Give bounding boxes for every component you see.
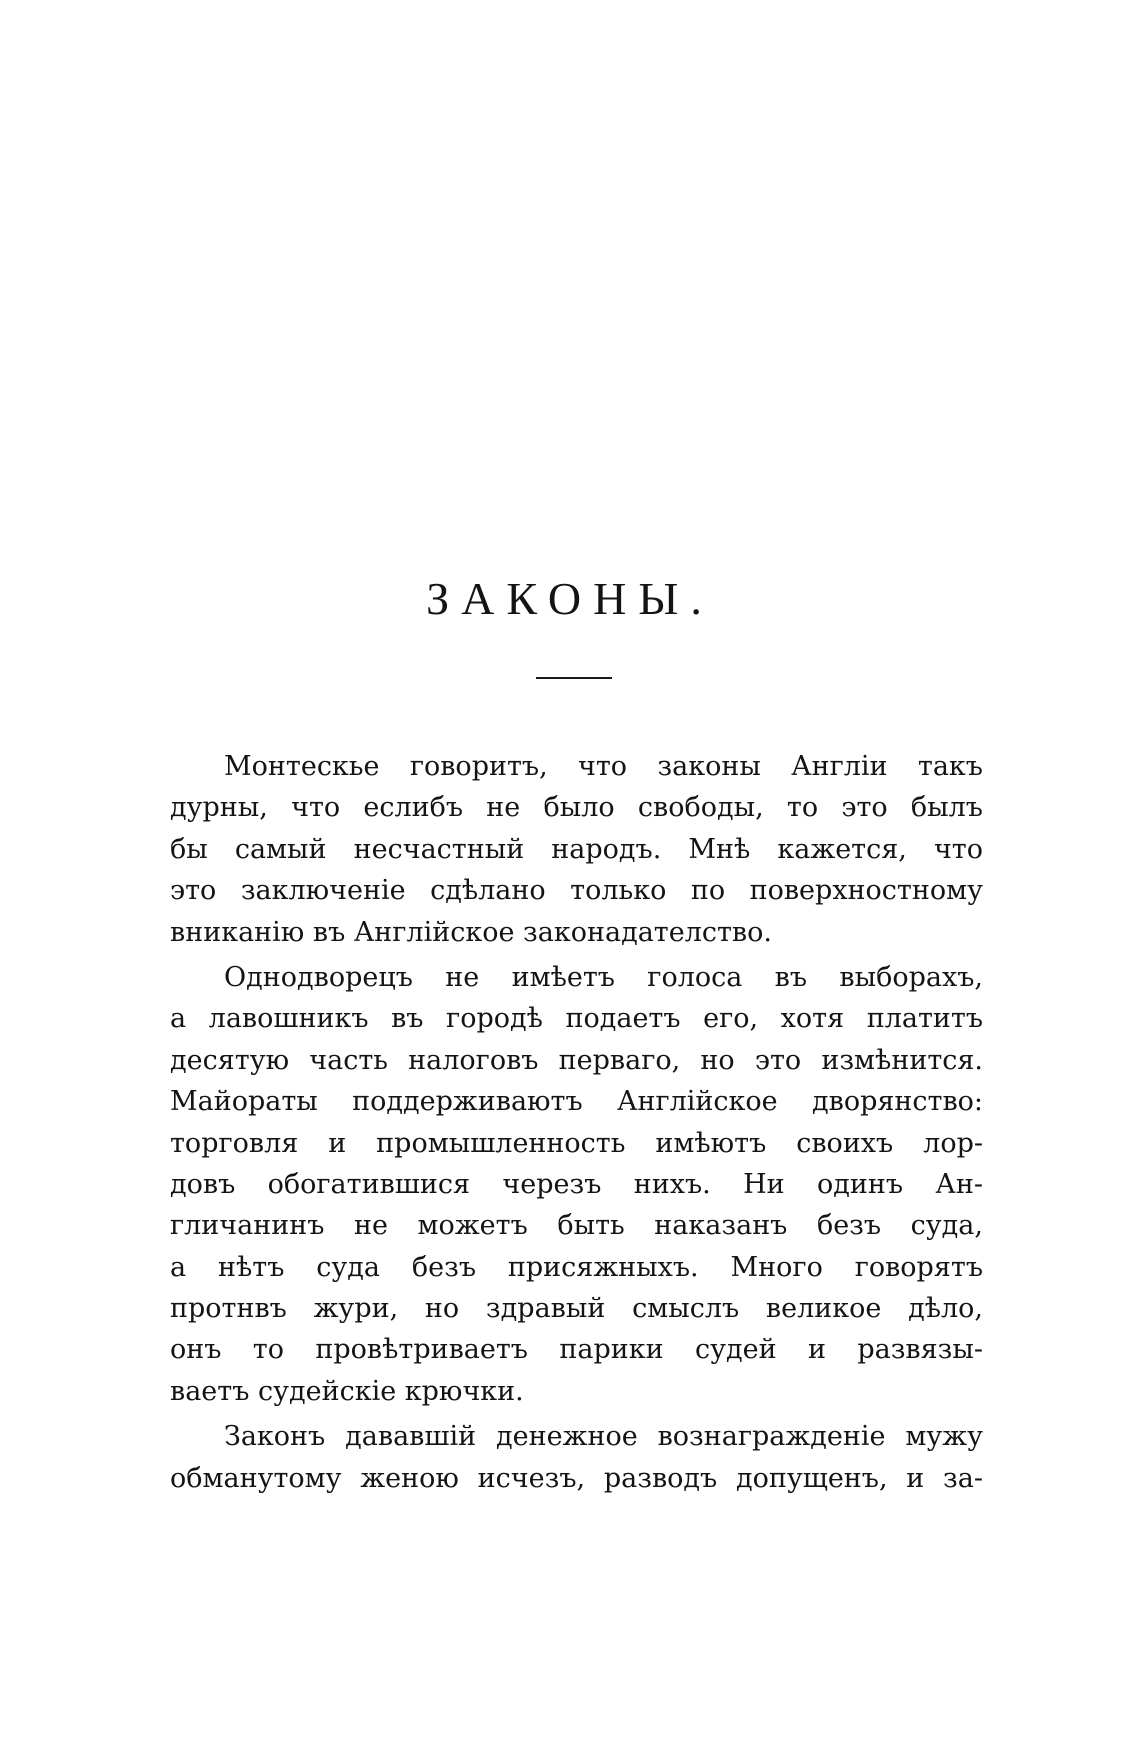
text-line: довъ обогатившися черезъ нихъ. Ни одинъ Ан- <box>170 1168 983 1200</box>
text-line: десятую часть налоговъ перваго, но это измѣнится. <box>170 1044 983 1076</box>
text-line: бы самый несчастный народъ. Мнѣ кажется, что <box>170 833 983 865</box>
text-line: Майораты поддерживаютъ Англійское дворянство: <box>170 1086 983 1118</box>
title-divider <box>536 677 612 679</box>
text-line: ваетъ судейскіе крючки. <box>170 1375 524 1407</box>
text-line: онъ то провѣтриваетъ парики судей и развязы- <box>170 1334 983 1366</box>
text-line: а нѣтъ суда безъ присяжныхъ. Много говорятъ <box>170 1251 983 1283</box>
text-line: вниканію въ Англійское законадателство. <box>170 916 772 948</box>
text-line: Законъ дававшій денежное вознагражденіе мужу <box>224 1421 983 1453</box>
text-line: гличанинъ не можетъ быть наказанъ безъ суда, <box>170 1210 983 1242</box>
body-text <box>170 746 983 1499</box>
text-line: обманутому женою исчезъ, разводъ допущенъ, и за- <box>170 1462 983 1494</box>
paragraph <box>170 746 983 953</box>
paragraph <box>170 1416 983 1499</box>
text-line: торговля и промышленность имѣютъ своихъ лор- <box>170 1127 983 1159</box>
text-line: Монтескье говоритъ, что законы Англіи такъ <box>224 751 983 782</box>
text-line: а лавошникъ въ городѣ подаетъ его, хотя платитъ <box>170 1003 983 1035</box>
text-line: дурны, что еслибъ не было свободы, то это былъ <box>170 792 983 824</box>
text-line: Однодворецъ не имѣетъ голоса въ выборахъ, <box>224 961 983 993</box>
text-line: протнвъ жури, но здравый смыслъ великое дѣло, <box>170 1293 983 1325</box>
paragraph <box>170 957 983 1412</box>
chapter-title: ЗАКОНЫ. <box>426 573 714 624</box>
text-line: это заключеніе сдѣлано только по поверхностному <box>170 875 983 907</box>
